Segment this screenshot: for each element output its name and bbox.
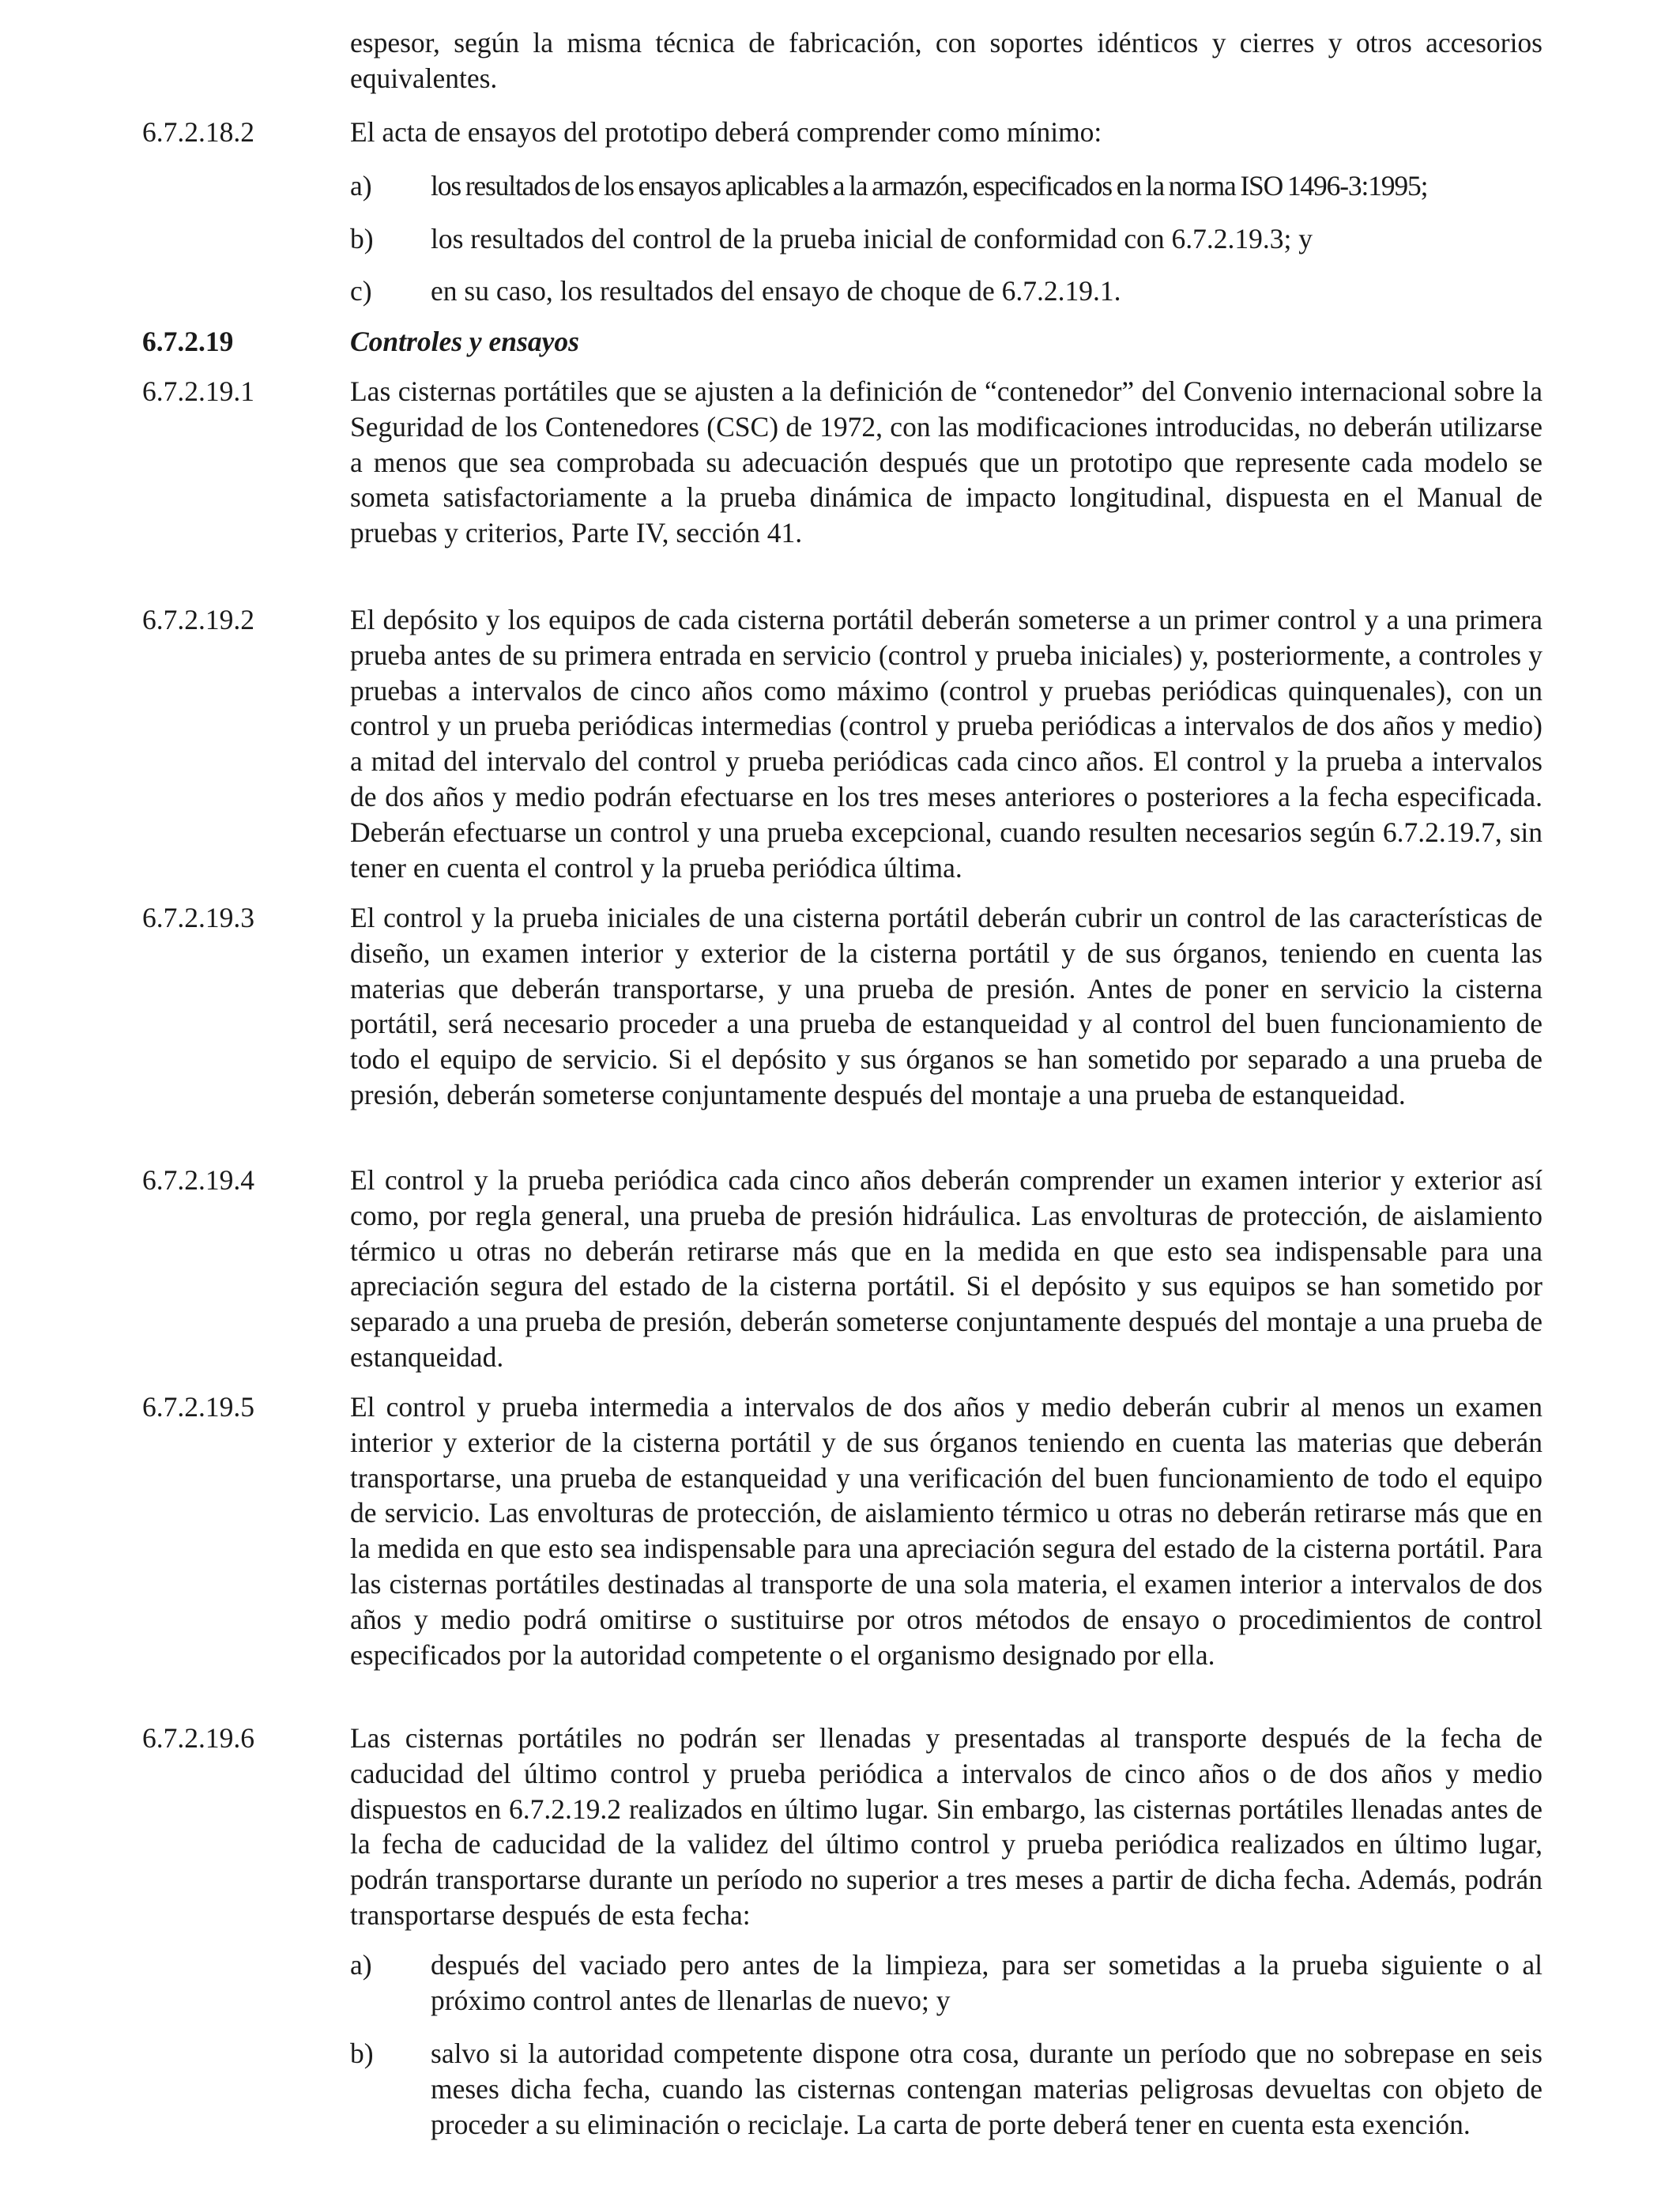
list-item-a	[350, 1947, 1543, 2019]
section-6-7-2-19-6	[142, 1721, 1543, 1933]
list-item-c	[350, 273, 1543, 309]
paragraph-text: Las cisternas portátiles que se ajusten a la definición de “contenedor” del Convenio internacional sobre la Seguridad de los Contenedores (CSC) de 1972, con las modificaciones introducidas, no deberán utilizarse a menos que sea comprobada su adecuación después que un prototipo que represente cada modelo se someta satisfactoriamente a la prueba dinámica de impacto longitudinal, dispuesta en el Manual de pruebas y criterios, Parte IV, sección 41.	[350, 375, 1543, 549]
section-6-7-2-18-2	[142, 115, 1543, 150]
section-title: Controles y ensayos	[350, 326, 579, 357]
paragraph-text: El control y la prueba periódica cada cinco años deberán comprender un examen interior y exterior así como, por regla general, una prueba de presión hidráulica. Las envolturas de protección, de aislamiento térmico u otras no deberán retirarse más que en la medida en que esto sea indispensable para una apreciación segura del estado de la cisterna portátil. Si el depósito y sus equipos se han sometido por separado a una prueba de presión, deberán someterse conjuntamente después del montaje a una prueba de estanqueidad.	[350, 1164, 1543, 1373]
list-letter: a)	[350, 1949, 372, 1981]
section-number: 6.7.2.19.5	[142, 1391, 254, 1423]
section-6-7-2-19-1	[142, 374, 1543, 551]
paragraph-text: El depósito y los equipos de cada cisterna portátil deberán someterse a un primer control y a una primera prueba antes de su primera entrada en servicio (control y prueba iniciales) y, posteriormente, a controles y pruebas a intervalos de cinco años como máximo (control y pruebas periódicas quinquenales), con un control y un prueba periódicas intermedias (control y prueba periódicas a intervalos de dos años y medio) a mitad del intervalo del control y prueba periódicas cada cinco años. El control y la prueba a intervalos de dos años y medio podrán efectuarse en los tres meses anteriores o posteriores a la fecha especificada. Deberán efectuarse un control y una prueba excepcional, cuando resulten necesarios según 6.7.2.19.7, sin tener en cuenta el control y la prueba periódica última.	[350, 604, 1543, 884]
section-6-7-2-19-2	[142, 602, 1543, 885]
list-letter: b)	[350, 223, 374, 254]
section-number: 6.7.2.18.2	[142, 116, 254, 148]
section-6-7-2-19-3	[142, 900, 1543, 1113]
section-6-7-2-19-5	[142, 1389, 1543, 1672]
paragraph-text: El control y prueba intermedia a intervalos de dos años y medio deberán cubrir al menos un examen interior y exterior de la cisterna portátil y de sus órganos teniendo en cuenta las materias que deberán transportarse, una prueba de estanqueidad y una verificación del buen funcionamiento de todo el equipo de servicio. Las envolturas de protección, de aislamiento térmico u otras no deberán retirarse más que en la medida en que esto sea indispensable para una apreciación segura del estado de la cisterna portátil. Para las cisternas portátiles destinadas al transporte de una sola materia, el examen interior a intervalos de dos años y medio podrá omitirse o sustituirse por otros métodos de ensayo o procedimientos de control especificados por la autoridad competente o el organismo designado por ella.	[350, 1391, 1543, 1671]
paragraph-text: El acta de ensayos del prototipo deberá comprender como mínimo:	[350, 116, 1102, 148]
list-letter: c)	[350, 275, 372, 307]
continuation-paragraph	[142, 25, 1543, 96]
section-number: 6.7.2.19.3	[142, 902, 254, 933]
section-number: 6.7.2.19	[142, 326, 234, 357]
section-heading-6-7-2-19	[142, 324, 1543, 360]
list-item-a	[350, 168, 1543, 204]
list-text: los resultados del control de la prueba inicial de conformidad con 6.7.2.19.3; y	[431, 223, 1313, 254]
list-text: los resultados de los ensayos aplicables a la armazón, especificados en la norma ISO 1496-3:1995;	[431, 170, 1428, 202]
list-letter: a)	[350, 170, 372, 202]
section-number: 6.7.2.19.1	[142, 375, 254, 407]
paragraph-text: El control y la prueba iniciales de una cisterna portátil deberán cubrir un control de las características de diseño, un examen interior y exterior de la cisterna portátil y de sus órganos, teniendo en cuenta las materias que deberán transportarse, y una prueba de presión. Antes de poner en servicio la cisterna portátil, será necesario proceder a una prueba de estanqueidad y al control del buen funcionamiento de todo el equipo de servicio. Si el depósito y sus órganos se han sometido por separado a una prueba de presión, deberán someterse conjuntamente después del montaje a una prueba de estanqueidad.	[350, 902, 1543, 1110]
section-number: 6.7.2.19.4	[142, 1164, 254, 1196]
list-text: después del vaciado pero antes de la limpieza, para ser sometidas a la prueba siguiente o al próximo control antes de llenarlas de nuevo; y	[431, 1949, 1543, 2016]
list-item-b	[350, 221, 1543, 257]
list-text: salvo si la autoridad competente dispone otra cosa, durante un período que no sobrepase en seis meses dicha fecha, cuando las cisternas contengan materias peligrosas devueltas con objeto de proceder a su eliminación o reciclaje. La carta de porte deberá tener en cuenta esta exención.	[431, 2038, 1543, 2140]
section-number: 6.7.2.19.2	[142, 604, 254, 635]
paragraph-text: espesor, según la misma técnica de fabricación, con soportes idénticos y cierres y otros accesorios equivalentes.	[350, 27, 1543, 94]
section-6-7-2-19-4	[142, 1163, 1543, 1375]
paragraph-text: Las cisternas portátiles no podrán ser llenadas y presentadas al transporte después de la fecha de caducidad del último control y prueba periódica a intervalos de cinco años o de dos años y medio dispuestos en 6.7.2.19.2 realizados en último lugar. Sin embargo, las cisternas portátiles llenadas antes de la fecha de caducidad de la validez del último control y prueba periódica realizados en último lugar, podrán transportarse durante un período no superior a tres meses a partir de dicha fecha. Además, podrán transportarse después de esta fecha:	[350, 1722, 1543, 1931]
section-number: 6.7.2.19.6	[142, 1722, 254, 1754]
list-item-b	[350, 2036, 1543, 2142]
list-letter: b)	[350, 2038, 374, 2069]
list-text: en su caso, los resultados del ensayo de choque de 6.7.2.19.1.	[431, 275, 1121, 307]
